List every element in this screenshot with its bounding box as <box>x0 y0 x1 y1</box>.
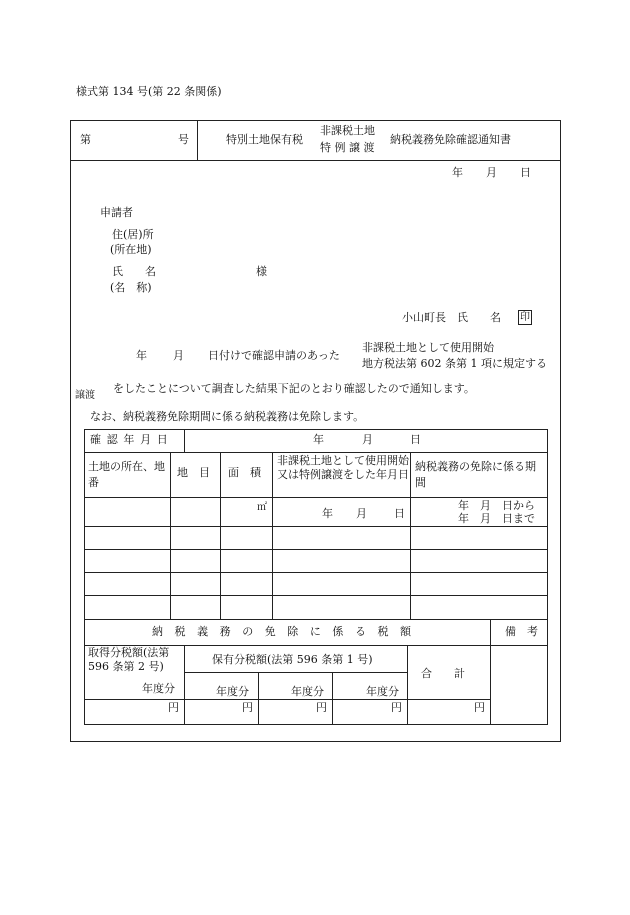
row-line-2 <box>84 549 548 550</box>
col-category-header: 地 目 <box>177 466 210 479</box>
yen-2: 円 <box>242 701 253 714</box>
date-month: 月 <box>486 166 497 179</box>
yen-total: 円 <box>474 701 485 714</box>
body-option-2: 地方税法第 602 条第 1 項に規定する <box>362 357 547 370</box>
date-day: 日 <box>520 166 531 179</box>
body-sentence-2: をしたことについて調査した結果下記のとおり確認したので通知します。 <box>113 382 475 395</box>
address-label: 住(居)所 <box>112 228 154 241</box>
header-go: 号 <box>178 133 189 146</box>
period-from: 年 月 日から <box>458 499 535 512</box>
holding-tax-label: 保有分税額(法第 596 条第 1 号) <box>212 653 373 666</box>
header-vline-1 <box>197 120 198 160</box>
form-number: 様式第 134 号(第 22 条関係) <box>76 85 222 98</box>
body-sentence-3: なお、納税義務免除期間に係る納税義務は免除します。 <box>90 410 365 423</box>
applicant-title: 申請者 <box>100 206 133 219</box>
col-line-4 <box>410 452 411 619</box>
date-year: 年 <box>452 166 463 179</box>
document-title: 納税義務免除確認通知書 <box>390 133 511 146</box>
row-line-4 <box>84 595 548 596</box>
tax-col-4 <box>407 645 408 725</box>
body-month: 月 <box>173 349 184 362</box>
col-use-start-text: 非課税土地として使用開始又は特例譲渡をした年月日 <box>277 454 409 481</box>
row1-month: 月 <box>356 507 367 520</box>
header-option-2: 特 例 譲 渡 <box>320 141 375 154</box>
yen-1: 円 <box>168 701 179 714</box>
tax-col-1 <box>184 645 185 725</box>
col-line-1 <box>170 452 171 619</box>
tax-section-header: 納税義務の免除に係る税額 <box>152 625 423 638</box>
acquisition-tax-text: 取得分税額(法第 596 条第 2 号) <box>88 646 170 673</box>
name-label: 氏 名 <box>112 265 156 278</box>
honorific: 様 <box>256 265 267 278</box>
total-label: 合 計 <box>421 667 465 680</box>
col-area-header: 面 積 <box>228 466 261 479</box>
area-unit: ㎡ <box>257 502 267 513</box>
acquisition-tax-label <box>88 646 184 674</box>
col-period-header <box>415 459 545 491</box>
body-day-phrase: 日付けで確認申請のあった <box>208 349 340 362</box>
holding-sub-line <box>184 672 407 673</box>
row-line-3 <box>84 572 548 573</box>
body-option-1: 非課税土地として使用開始 <box>362 341 494 354</box>
body-year: 年 <box>136 349 147 362</box>
table-line-header <box>84 497 548 498</box>
confirm-year: 年 <box>313 433 324 446</box>
remarks-divider <box>490 619 491 725</box>
table-line-confirm <box>84 452 548 453</box>
body-option-3: 譲渡 <box>75 390 95 401</box>
address-sub-label: (所在地) <box>110 243 152 256</box>
fiscal-year-2: 年度分 <box>216 685 249 698</box>
header-dai: 第 <box>80 133 91 146</box>
seal-mark <box>518 310 532 325</box>
header-tax-type: 特別土地保有税 <box>226 133 303 146</box>
fiscal-year-1: 年度分 <box>142 682 175 695</box>
col-location-header <box>88 459 168 491</box>
confirm-day: 日 <box>410 433 421 446</box>
period-to: 年 月 日まで <box>458 512 535 525</box>
name-sub-label: (名 称) <box>110 281 152 294</box>
yen-3: 円 <box>316 701 327 714</box>
seal-stamp: 印 <box>520 312 530 323</box>
col-location-text: 土地の所在、地番 <box>88 460 165 489</box>
row1-year: 年 <box>322 507 333 520</box>
col-line-2 <box>220 452 221 619</box>
fiscal-year-4: 年度分 <box>366 685 399 698</box>
col-line-3 <box>272 452 273 619</box>
confirm-divider <box>184 429 185 452</box>
yen-4: 円 <box>391 701 402 714</box>
col-use-start-header <box>277 454 409 482</box>
header-option-1: 非課税土地 <box>320 124 375 137</box>
row-line-5 <box>84 619 548 620</box>
confirm-date-label: 確 認 年 月 日 <box>90 433 169 446</box>
col-period-text: 納税義務の免除に係る期間 <box>415 460 536 489</box>
yen-row-line <box>84 699 490 700</box>
issuer-title: 小山町長 氏 名 <box>402 311 501 324</box>
confirm-month: 月 <box>362 433 373 446</box>
fiscal-year-3: 年度分 <box>291 685 324 698</box>
header-divider <box>70 160 561 161</box>
row1-day: 日 <box>394 507 405 520</box>
remarks-header: 備 考 <box>505 625 538 638</box>
